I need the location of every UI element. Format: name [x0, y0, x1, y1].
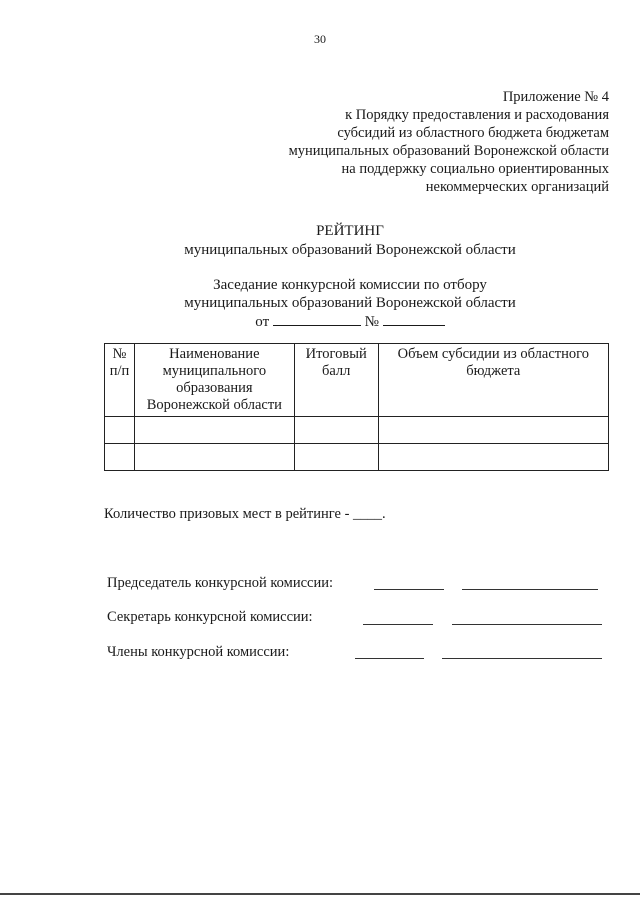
table-row [105, 444, 609, 471]
title-heading: РЕЙТИНГ [316, 223, 384, 239]
members-name-line [442, 658, 602, 659]
prize-places-text: Количество призовых мест в рейтинге - ____. [104, 506, 386, 522]
members-signature-line [355, 658, 424, 659]
session-line-1: Заседание конкурсной комиссии по отбору [213, 277, 487, 293]
number-blank [383, 312, 445, 326]
appendix-line-4: муниципальных образований Воронежской области [288, 143, 609, 159]
date-label: от [255, 314, 270, 330]
secretary-signature-line [363, 624, 433, 625]
session-block [0, 276, 640, 331]
scan-bottom-edge [0, 893, 640, 895]
chairman-signature-label: Председатель конкурсной комиссии: [107, 575, 334, 591]
appendix-line-5: на поддержку социально ориентированных [341, 161, 609, 177]
secretary-name-line [452, 624, 602, 625]
page-number: 30 [314, 32, 326, 46]
appendix-block [289, 88, 609, 196]
table-header-row [105, 344, 609, 417]
table-cell [378, 417, 608, 444]
appendix-line-6: некоммерческих организаций [425, 179, 609, 195]
document-title [0, 222, 640, 259]
table-cell [134, 444, 294, 471]
session-line-2: муниципальных образований Воронежской области [184, 295, 516, 311]
header-number: № п/п [105, 344, 135, 417]
header-subsidy-volume: Объем субсидии из областного бюджета [378, 344, 608, 417]
appendix-line-3: субсидий из областного бюджета бюджетам [337, 125, 609, 141]
session-date-number [0, 312, 640, 331]
members-signature-label: Члены конкурсной комиссии: [107, 644, 290, 660]
date-blank [273, 312, 361, 326]
table-cell [105, 417, 135, 444]
chairman-signature-line [374, 589, 444, 590]
chairman-name-line [462, 589, 598, 590]
table-cell [105, 444, 135, 471]
rating-table [104, 343, 609, 471]
table-cell [294, 417, 378, 444]
table-cell [134, 417, 294, 444]
table-cell [378, 444, 608, 471]
table-row [105, 417, 609, 444]
table-cell [294, 444, 378, 471]
header-municipality-name: Наименование муниципального образования Воронежской области [134, 344, 294, 417]
appendix-line-2: к Порядку предоставления и расходования [345, 107, 609, 123]
secretary-signature-label: Секретарь конкурсной комиссии: [107, 609, 313, 625]
appendix-line-1: Приложение № 4 [502, 89, 609, 105]
number-label: № [364, 314, 379, 330]
header-total-score: Итоговый балл [294, 344, 378, 417]
title-subheading: муниципальных образований Воронежской области [184, 242, 516, 258]
